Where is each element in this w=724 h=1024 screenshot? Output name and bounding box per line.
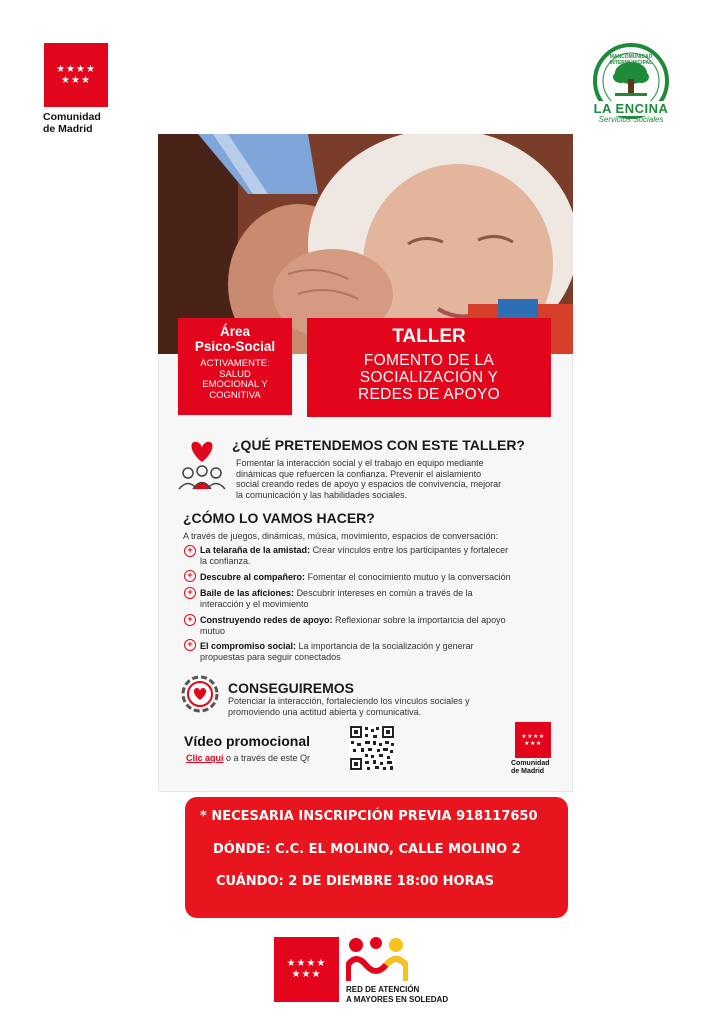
- encina-sub: Servicios Sociales: [598, 115, 664, 124]
- item-title: Construyendo redes de apoyo:: [200, 615, 333, 625]
- como-item: [200, 572, 550, 583]
- area-subtitle-line: ACTIVAMENTE:: [200, 358, 270, 369]
- video-title: Vídeo promocional: [184, 733, 311, 749]
- stars-icon: ★★★: [524, 741, 542, 747]
- stars-icon: ★★★★: [56, 64, 96, 75]
- video-link-line: [186, 753, 310, 763]
- area-title-line: Área: [219, 324, 251, 339]
- como-item: [200, 545, 550, 566]
- como-item: [200, 641, 550, 662]
- footer-text-line: A MAYORES EN SOLEDAD: [346, 994, 449, 1004]
- stars-icon: ★★★★: [521, 734, 545, 740]
- text-line: promoviendo una actitud abierta y comunicativa.: [228, 706, 422, 717]
- logo-text-line: Comunidad: [511, 760, 550, 767]
- donde-line: DÓNDE: C.C. EL MOLINO, CALLE MOLINO 2: [213, 842, 521, 857]
- conseguiremos-text: [228, 696, 548, 717]
- taller-subtitle-line: REDES DE APOYO: [357, 386, 501, 403]
- plus-bullet-icon: +: [184, 570, 196, 582]
- area-box: [178, 318, 292, 415]
- como-item: [200, 615, 550, 636]
- la-encina-logo: [585, 43, 677, 127]
- taller-subtitle-line: SOCIALIZACIÓN Y: [359, 369, 499, 386]
- text-line: dinámicas que refuercen la confianza. Prevenir el aislamiento: [236, 468, 482, 479]
- conseguiremos-heading: CONSEGUIREMOS: [228, 680, 355, 696]
- heart-people-icon: [175, 440, 230, 490]
- plus-bullet-icon: +: [184, 587, 196, 599]
- footer-text-line: RED DE ATENCIÓN: [346, 985, 420, 994]
- item-text: interacción y el movimiento: [200, 598, 309, 609]
- pretendemos-text: [236, 458, 546, 500]
- area-subtitle-line: EMOCIONAL Y: [202, 379, 268, 390]
- logo-text-line: de Madrid: [43, 123, 93, 135]
- pretendemos-heading: ¿QUÉ PRETENDEMOS CON ESTE TALLER?: [232, 437, 525, 453]
- stars-icon: ★★★: [291, 969, 322, 980]
- video-link-rest: o a través de este Qr: [223, 753, 311, 763]
- plus-bullet-icon: +: [184, 639, 196, 651]
- stars-icon: ★★★★: [286, 958, 327, 969]
- taller-subtitle-line: FOMENTO DE LA: [363, 352, 495, 369]
- red-atencion-logo-icon: [346, 937, 408, 983]
- inscripcion-line: * NECESARIA INSCRIPCIÓN PREVIA 918117650: [200, 809, 538, 824]
- item-text: propuestas para seguir conectados: [200, 651, 341, 662]
- item-title: Baile de las aficiones:: [200, 588, 295, 598]
- comunidad-madrid-small-logo: [515, 722, 551, 758]
- comunidad-madrid-small-text: [511, 760, 550, 776]
- comunidad-madrid-logo: [44, 43, 108, 107]
- area-subtitle: [178, 359, 292, 401]
- area-subtitle-line: SALUD: [219, 368, 251, 380]
- item-text: Fomentar el conocimiento mutuo y la conversación: [307, 572, 511, 582]
- como-item: [200, 588, 550, 609]
- area-title-line: Psico-Social: [194, 339, 276, 354]
- text-line: Potenciar la interacción, fortaleciendo los vínculos sociales y: [228, 696, 470, 706]
- item-title: Descubre al compañero:: [200, 572, 306, 582]
- cuando-line: CUÁNDO: 2 DE DIEMBRE 18:00 HORAS: [216, 874, 495, 889]
- item-text: la confianza.: [200, 555, 251, 566]
- item-text: mutuo: [200, 625, 226, 636]
- logo-text-line: Comunidad: [43, 111, 101, 123]
- item-text: La importancia de la socialización y generar: [298, 641, 474, 651]
- comunidad-madrid-footer-logo: [274, 937, 339, 1002]
- taller-title: TALLER: [392, 326, 466, 347]
- plus-bullet-icon: +: [184, 614, 196, 626]
- item-title: El compromiso social:: [200, 641, 297, 651]
- como-intro: A través de juegos, dinámicas, música, movimiento, espacios de conversación:: [183, 531, 499, 541]
- item-title: La telaraña de la amistad:: [200, 545, 311, 555]
- item-text: Descubrir intereses en común a través de la: [296, 588, 473, 598]
- logo-text-line: de Madrid: [511, 768, 545, 775]
- text-line: la comunicación y las habilidades sociales.: [236, 489, 408, 500]
- taller-box: [307, 318, 551, 417]
- clic-aqui-link[interactable]: Clic aquí: [186, 753, 224, 763]
- encina-name: LA ENCINA: [585, 101, 677, 116]
- item-text: Reflexionar sobre la importancia del apoyo: [335, 615, 506, 625]
- text-line: social creando redes de apoyo y espacios de convivencia, mejorar: [236, 479, 502, 489]
- item-text: Crear vínculos entre los participantes y fortalecer: [312, 545, 509, 555]
- gear-heart-icon: [177, 671, 223, 717]
- text-line: Fomentar la interacción social y el trabajo en equipo mediante: [236, 458, 484, 468]
- area-subtitle-line: COGNITIVA: [209, 389, 261, 401]
- comunidad-madrid-text: [43, 111, 101, 135]
- taller-subtitle: [307, 352, 551, 403]
- stars-icon: ★★★: [61, 75, 91, 86]
- qr-code[interactable]: [349, 725, 395, 771]
- como-heading: ¿CÓMO LO VAMOS HACER?: [183, 510, 375, 526]
- red-atencion-text: [346, 985, 448, 1004]
- info-box: [185, 797, 568, 918]
- plus-bullet-icon: +: [184, 545, 196, 557]
- encina-arc-text: MANCOMUNIDAD INTERMUNICIPAL: [609, 54, 653, 66]
